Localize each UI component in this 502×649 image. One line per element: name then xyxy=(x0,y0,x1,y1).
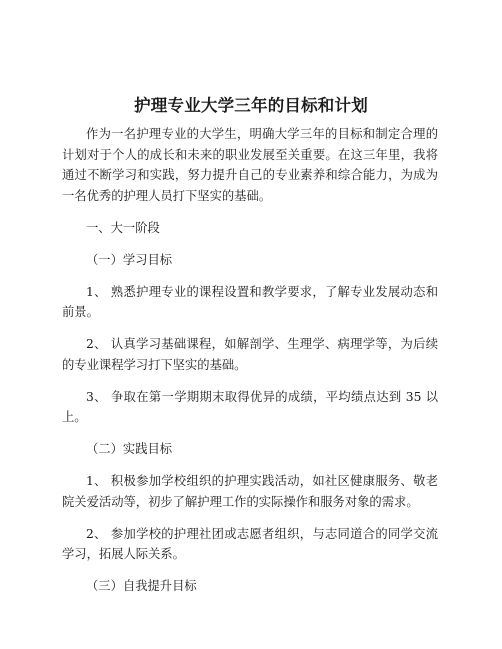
subheading-practice-goals: （二）实践目标 xyxy=(86,442,173,456)
study-goal-item: 1、 熟悉护理专业的课程设置和教学要求，了解专业发展动态和前景。 xyxy=(62,284,438,319)
practice-goal-item: 2、 参加学校的护理社团或志愿者组织，与志同道合的同学交流学习，拓展人际关系。 xyxy=(62,526,438,561)
document-title: 护理专业大学三年的目标和计划 xyxy=(134,96,368,115)
intro-paragraph: 作为一名护理专业的大学生，明确大学三年的目标和制定合理的计划对于个人的成长和未来的职业发展至关重要。在这三年里，我将通过不断学习和实践，努力提升自己的专业素养和综合能力，为成为一名优秀的护理人员打下坚实的基础。 xyxy=(62,127,438,203)
practice-goal-item: 1、 积极参加学校组织的护理实践活动，如社区健康服务、敬老院关爱活动等，初步了解护理工作的实际操作和服务对象的需求。 xyxy=(62,474,438,509)
subheading-self-improvement-goals: （三）自我提升目标 xyxy=(86,579,197,593)
study-goal-item: 2、 认真学习基础课程，如解剖学、生理学、病理学等，为后续的专业课程学习打下坚实的基础。 xyxy=(62,337,438,372)
subheading-study-goals: （一）学习目标 xyxy=(86,252,173,267)
study-goal-item: 3、 争取在第一学期期末取得优异的成绩，平均绩点达到 35 以上。 xyxy=(62,389,438,424)
document-body xyxy=(62,124,438,608)
section-heading-year1: 一、大一阶段 xyxy=(86,220,160,235)
